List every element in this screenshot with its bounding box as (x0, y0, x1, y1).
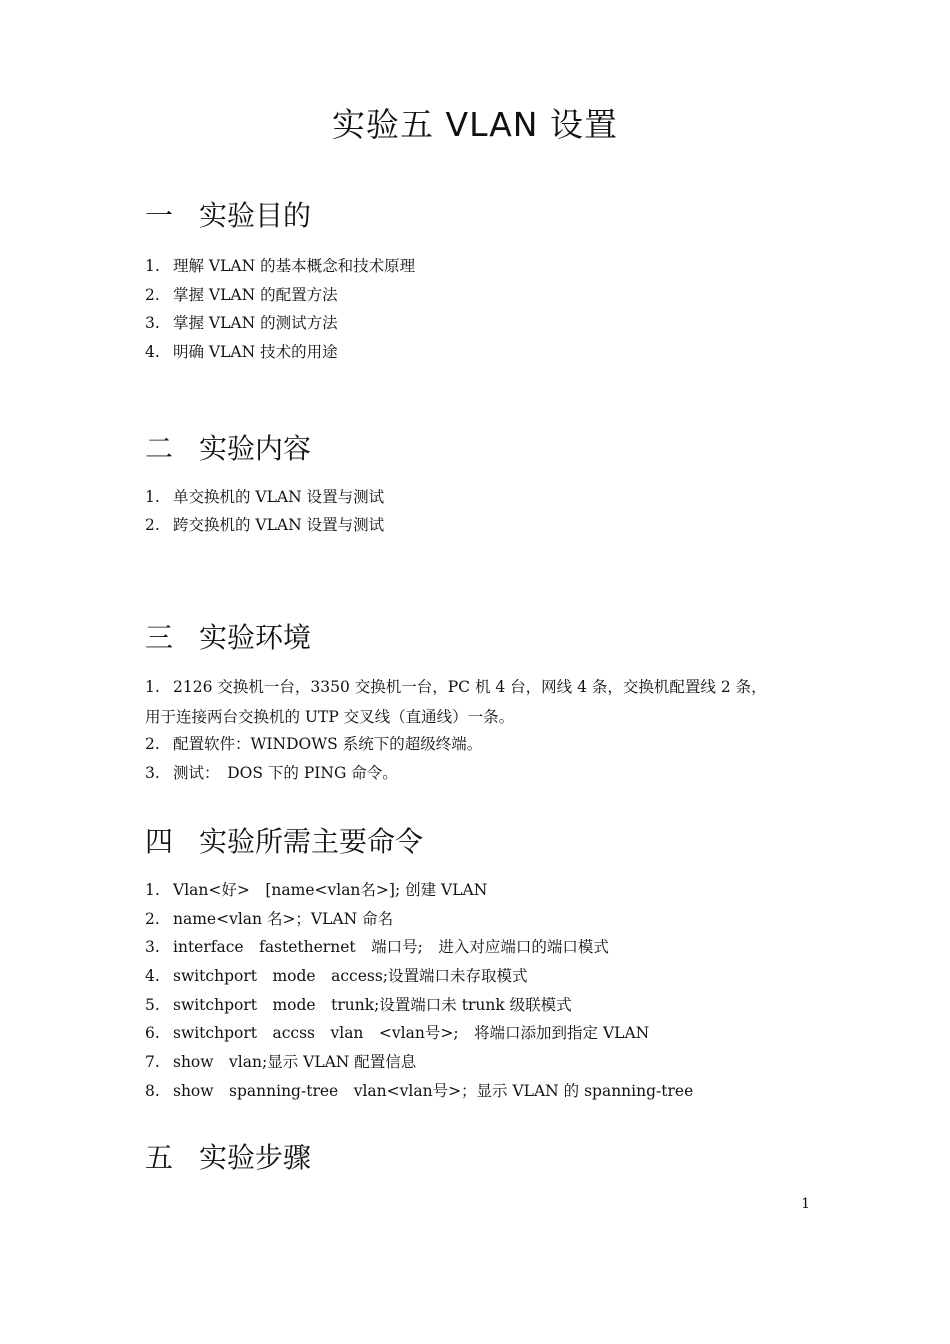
section-title: 实验内容 (199, 432, 312, 465)
list-text: switchport mode trunk;设置端口未 trunk 级联模式 (173, 996, 572, 1014)
list-text: 2126 交换机一台，3350 交换机一台，PC 机 4 台，网线 4 条，交换机配置线 2 条， (173, 678, 767, 696)
list-text: Vlan<好> [name<vlan名>]; 创建 VLAN (173, 881, 488, 899)
list-text: switchport accss vlan <vlan号>; 将端口添加到指定 VLAN (173, 1024, 650, 1042)
list-item (145, 486, 384, 508)
section-heading-content (145, 431, 311, 467)
list-index: 3. (145, 314, 160, 332)
list-item (145, 1022, 649, 1044)
section-title: 实验所需主要命令 (199, 825, 424, 858)
list-index: 2. (145, 516, 160, 534)
list-text: 明确 VLAN 技术的用途 (173, 343, 338, 361)
list-item (145, 676, 767, 698)
document-title: 实验五 VLAN 设置 (332, 105, 618, 144)
section-number: 五 (145, 1141, 174, 1174)
list-item (145, 312, 338, 334)
list-text: 跨交换机的 VLAN 设置与测试 (173, 516, 385, 534)
list-index: 2. (145, 910, 160, 928)
list-item (145, 733, 482, 755)
list-index: 4. (145, 967, 160, 985)
list-item (145, 879, 487, 901)
section-title: 实验步骤 (199, 1141, 312, 1174)
list-index: 2. (145, 286, 160, 304)
list-item (145, 284, 338, 306)
list-index: 2. (145, 735, 160, 753)
section-heading-environment (145, 620, 311, 656)
list-item (145, 1051, 416, 1073)
list-item (145, 255, 415, 277)
section-heading-commands (145, 824, 423, 860)
list-text: switchport mode access;设置端口未存取模式 (173, 967, 528, 985)
section-number: 二 (145, 432, 174, 465)
list-index: 1. (145, 488, 160, 506)
list-item (145, 514, 384, 536)
list-text: 掌握 VLAN 的配置方法 (173, 286, 338, 304)
section-title: 实验环境 (199, 621, 312, 654)
section-number: 一 (145, 199, 174, 232)
section-number: 四 (145, 825, 174, 858)
list-text: 单交换机的 VLAN 设置与测试 (173, 488, 385, 506)
list-index: 3. (145, 938, 160, 956)
list-item (145, 936, 609, 958)
list-index: 8. (145, 1082, 160, 1100)
list-item (145, 908, 393, 930)
list-item (145, 994, 572, 1016)
section-heading-steps (145, 1140, 311, 1176)
list-text: name<vlan 名>；VLAN 命名 (173, 910, 394, 928)
list-text: 配置软件：WINDOWS 系统下的超级终端。 (173, 735, 483, 753)
list-text: interface fastethernet 端口号; 进入对应端口的端口模式 (173, 938, 609, 956)
list-index: 3. (145, 764, 160, 782)
page-number: 1 (801, 1196, 810, 1212)
list-text: 掌握 VLAN 的测试方法 (173, 314, 338, 332)
list-item (145, 341, 338, 363)
section-heading-objectives (145, 198, 311, 234)
list-index: 5. (145, 996, 160, 1014)
list-text: 测试： DOS 下的 PING 命令。 (173, 764, 398, 782)
list-item (145, 965, 528, 987)
list-text: show vlan;显示 VLAN 配置信息 (173, 1053, 417, 1071)
list-index: 6. (145, 1024, 160, 1042)
list-index: 1. (145, 881, 160, 899)
list-index: 7. (145, 1053, 160, 1071)
section-title: 实验目的 (199, 199, 312, 232)
section-number: 三 (145, 621, 174, 654)
list-item (145, 762, 398, 784)
list-index: 1. (145, 678, 160, 696)
list-item-continuation: 用于连接两台交换机的 UTP 交叉线（直通线）一条。 (145, 708, 515, 726)
list-index: 1. (145, 257, 160, 275)
list-index: 4. (145, 343, 160, 361)
list-item (145, 1080, 693, 1102)
list-text: 理解 VLAN 的基本概念和技术原理 (173, 257, 416, 275)
list-text: show spanning-tree vlan<vlan号>；显示 VLAN 的 spanning-tree (173, 1082, 694, 1100)
